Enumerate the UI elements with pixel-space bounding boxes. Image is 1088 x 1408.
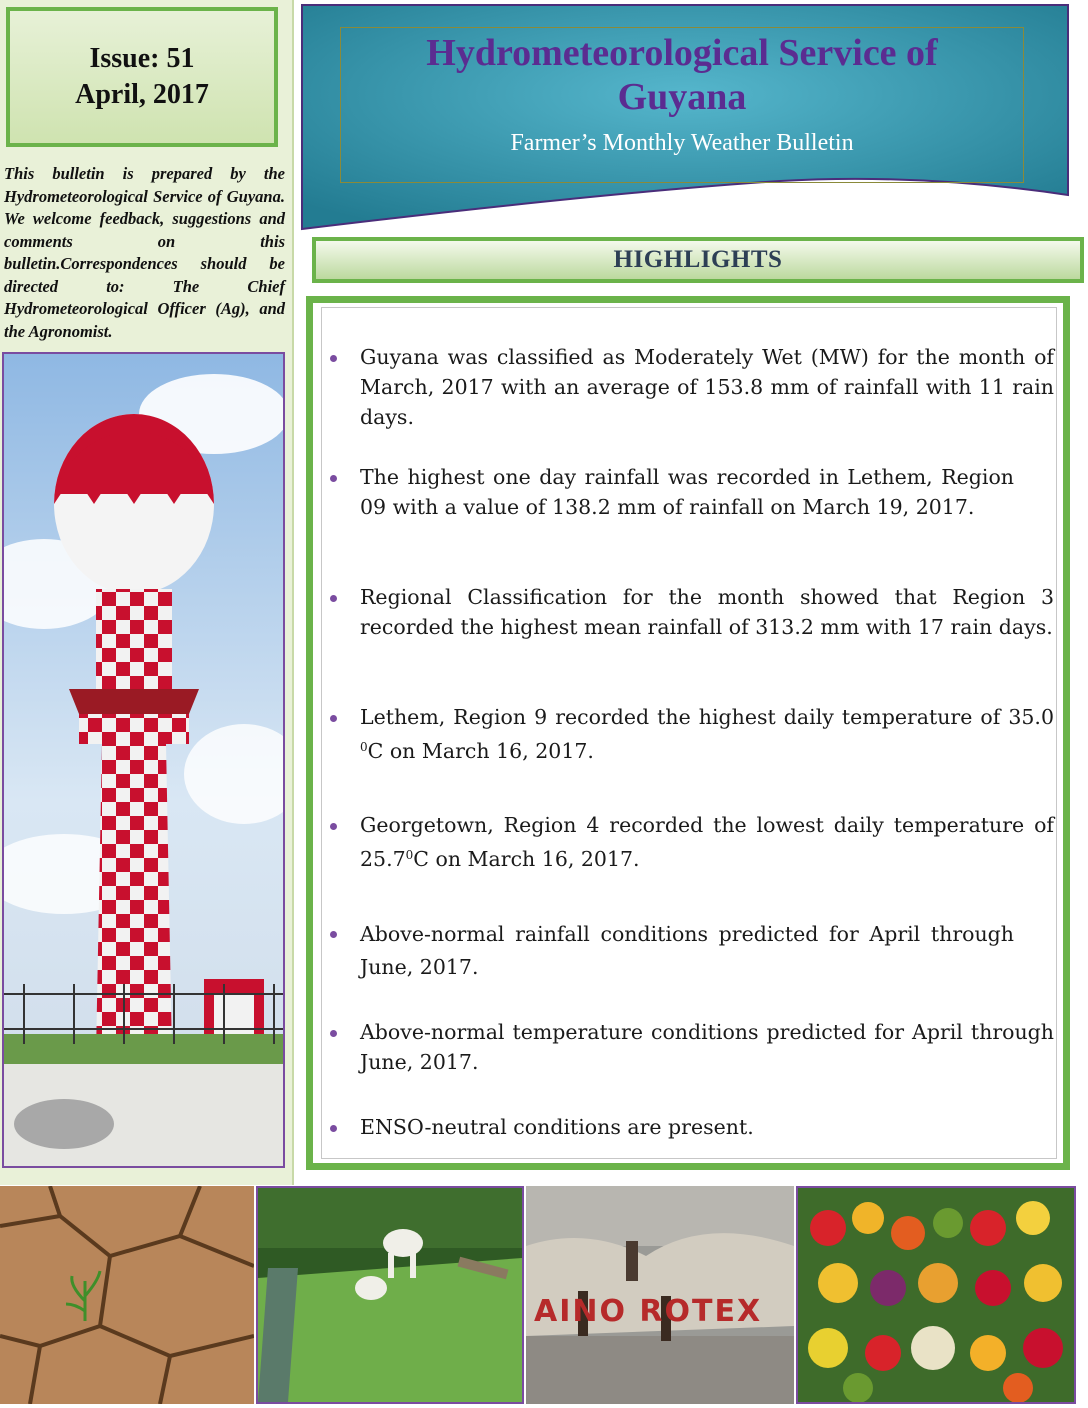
highlight-item bbox=[330, 702, 1054, 766]
highlight-text: Guyana was classified as Moderately Wet (MW) for the month of March, 2017 with an average of 153.8 mm of rainfall with 11 rain days. bbox=[360, 345, 1054, 429]
cattle-pasture-photo bbox=[256, 1186, 524, 1404]
radar-tower-photo bbox=[2, 352, 285, 1168]
highlight-item bbox=[330, 1017, 1054, 1077]
drought-soil-photo bbox=[0, 1186, 254, 1404]
highlights-heading: HIGHLIGHTS bbox=[312, 237, 1084, 283]
highlight-item bbox=[330, 810, 1054, 874]
title-line-1: Hydrometeorological Service of bbox=[426, 32, 938, 74]
issue-date: April, 2017 bbox=[75, 79, 209, 110]
highlight-item bbox=[330, 342, 1054, 432]
highlight-item bbox=[330, 582, 1054, 642]
highlight-text: Lethem, Region 9 recorded the highest daily temperature of 35.0 $^0$C on March 16, 2017. bbox=[360, 705, 1054, 763]
bullet-dot-icon bbox=[330, 595, 337, 602]
intro-text: This bulletin is prepared by the Hydrometeorological Service of Guyana. We welcome feedback, suggestions and comments on this bulletin.Correspondences should be directed to: The Chief Hydrometeorological Officer (Ag), and the Agronomist. bbox=[4, 164, 285, 341]
highlight-text: Regional Classification for the month showed that Region 3 recorded the highest mean rainfall of 313.2 mm with 17 rain days. bbox=[360, 585, 1054, 639]
bullet-dot-icon bbox=[330, 823, 337, 830]
highlight-item bbox=[330, 462, 1014, 522]
bullet-dot-icon bbox=[330, 355, 337, 362]
highlight-item bbox=[330, 1112, 1054, 1142]
bullet-dot-icon bbox=[330, 715, 337, 722]
highlight-text: The highest one day rainfall was recorded in Lethem, Region 09 with a value of 138.2 mm of rainfall on March 19, 2017. bbox=[360, 465, 1014, 519]
issue-number: Issue: 51 bbox=[89, 43, 195, 74]
banner-subtitle: Farmer’s Monthly Weather Bulletin bbox=[510, 130, 854, 156]
bullet-dot-icon bbox=[330, 475, 337, 482]
produce-photo bbox=[796, 1186, 1076, 1404]
sea-wall-sign-text: AINO ROTEX bbox=[534, 1294, 763, 1329]
left-sidebar bbox=[0, 0, 294, 1185]
bullet-dot-icon bbox=[330, 1125, 337, 1132]
highlight-text: ENSO-neutral conditions are present. bbox=[360, 1115, 754, 1139]
highlight-text: Above-normal temperature conditions predicted for April through June, 2017. bbox=[360, 1020, 1054, 1074]
bullet-dot-icon bbox=[330, 1030, 337, 1037]
banner-title bbox=[340, 31, 1024, 119]
issue-box bbox=[6, 7, 278, 147]
highlight-item bbox=[330, 918, 1014, 984]
title-line-2: Guyana bbox=[617, 76, 747, 118]
highlight-text: Georgetown, Region 4 recorded the lowest daily temperature of 25.7$^0$C on March 16, 2017. bbox=[360, 813, 1054, 871]
highlight-text: Above-normal rainfall conditions predicted for April through June, 2017. bbox=[360, 922, 1014, 979]
bullet-dot-icon bbox=[330, 931, 337, 938]
sea-wall-waves-photo bbox=[526, 1186, 794, 1404]
header-banner bbox=[300, 3, 1070, 233]
